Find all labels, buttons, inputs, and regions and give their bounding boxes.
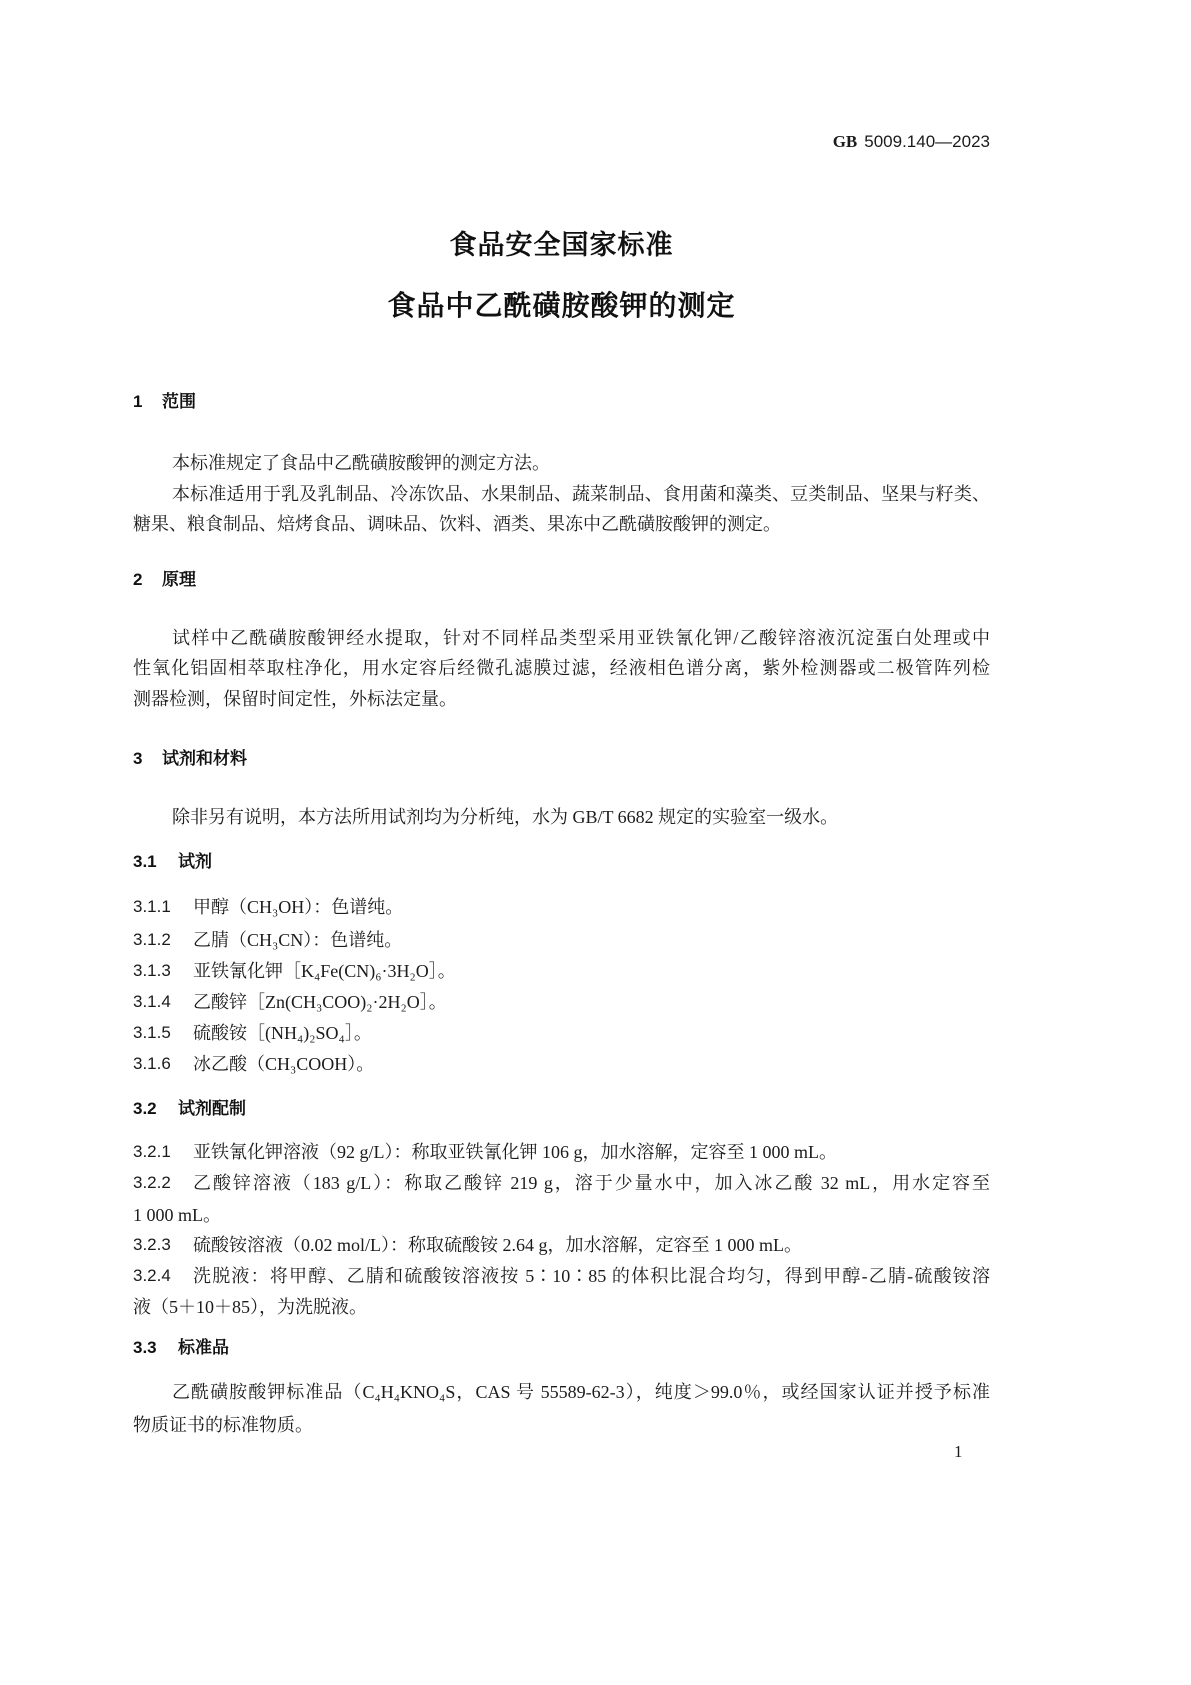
page-number: 1 [954,1442,963,1461]
section-3-number: 3 [133,749,143,768]
section-3-3-title: 标准品 [178,1338,229,1357]
item-3-2-2-number: 3.2.2 [133,1173,171,1192]
section-3-2-title: 试剂配制 [178,1099,246,1118]
document-title-main: 食品安全国家标准 [449,230,674,260]
standard-code-number: 5009.140—2023 [864,132,990,151]
item-3-1-2-text: 乙腈（CH₃CN）：色谱纯。 [193,930,403,950]
section-2-number: 2 [133,570,143,589]
section-2-line-3: 测器检测，保留时间定性，外标法定量。 [133,689,457,709]
item-3-1-6-number: 3.1.6 [133,1054,171,1073]
item-3-2-4-number: 3.2.4 [133,1266,171,1285]
item-3-2-1-text: 亚铁氰化钾溶液（92 g/L）：称取亚铁氰化钾 106 g，加水溶解，定容至 1 000 mL。 [193,1142,837,1162]
section-3-3-line-1: 乙酰磺胺酸钾标准品（C₄H₄KNO₄S，CAS 号 55589-62-3），纯度＞99.0％，或经国家认证并授予标准 [172,1382,990,1402]
item-3-2-1-number: 3.2.1 [133,1142,171,1161]
section-2-line-2: 性氧化铝固相萃取柱净化，用水定容后经微孔滤膜过滤，经液相色谱分离，紫外检测器或二极管阵列检 [133,658,990,678]
item-3-2-4-text: 洗脱液：将甲醇、乙腈和硫酸铵溶液按 5∶10∶85 的体积比混合均匀，得到甲醇-乙腈-硫酸铵溶 [193,1266,990,1286]
section-2-title: 原理 [162,570,196,589]
item-3-1-1-text: 甲醇（CH₃OH）：色谱纯。 [193,897,404,917]
item-3-1-5-text: 硫酸铵［(NH₄)₂SO₄］。 [193,1023,372,1043]
item-3-2-4-continuation: 液（5＋10＋85），为洗脱液。 [133,1297,367,1317]
item-3-2-2-continuation: 1 000 mL。 [133,1205,221,1225]
item-3-2-2-text: 乙酸锌溶液（183 g/L）：称取乙酸锌 219 g，溶于少量水中，加入冰乙酸 32 mL，用水定容至 [193,1173,990,1193]
section-3-3-number: 3.3 [133,1338,157,1357]
item-3-2-3-text: 硫酸铵溶液（0.02 mol/L）：称取硫酸铵 2.64 g，加水溶解，定容至 1 000 mL。 [193,1235,802,1255]
section-3-2-number: 3.2 [133,1099,157,1118]
section-3-3-line-2: 物质证书的标准物质。 [133,1415,313,1435]
section-1-line-1: 本标准规定了食品中乙酰磺胺酸钾的测定方法。 [172,453,550,473]
item-3-1-4-number: 3.1.4 [133,992,171,1011]
item-3-1-2-number: 3.1.2 [133,930,171,949]
section-3-line-1: 除非另有说明，本方法所用试剂均为分析纯，水为 GB/T 6682 规定的实验室一级水。 [172,807,839,827]
section-3-1-title: 试剂 [178,852,212,871]
item-3-1-1-number: 3.1.1 [133,897,171,916]
standard-code-prefix: GB [832,132,858,151]
item-3-1-5-number: 3.1.5 [133,1023,171,1042]
section-1-line-3: 糖果、粮食制品、焙烤食品、调味品、饮料、酒类、果冻中乙酰磺胺酸钾的测定。 [133,514,781,534]
section-3-title: 试剂和材料 [162,749,247,768]
document-title-sub: 食品中乙酰磺胺酸钾的测定 [387,290,736,321]
item-3-2-3-number: 3.2.3 [133,1235,171,1254]
section-1-title: 范围 [162,392,196,411]
item-3-1-4-text: 乙酸锌［Zn(CH₃COO)₂·2H₂O］。 [193,992,447,1012]
item-3-1-3-text: 亚铁氰化钾［K₄Fe(CN)₆·3H₂O］。 [193,961,456,981]
section-1-line-2: 本标准适用于乳及乳制品、冷冻饮品、水果制品、蔬菜制品、食用菌和藻类、豆类制品、坚果与籽类、 [172,484,990,504]
item-3-1-6-text: 冰乙酸（CH₃COOH）。 [193,1054,375,1074]
item-3-1-3-number: 3.1.3 [133,961,171,980]
section-2-line-1: 试样中乙酰磺胺酸钾经水提取，针对不同样品类型采用亚铁氰化钾/乙酸锌溶液沉淀蛋白处理或中 [172,628,990,648]
section-1-number: 1 [133,392,143,411]
section-3-1-number: 3.1 [133,852,157,871]
standard-code-header [833,129,990,155]
